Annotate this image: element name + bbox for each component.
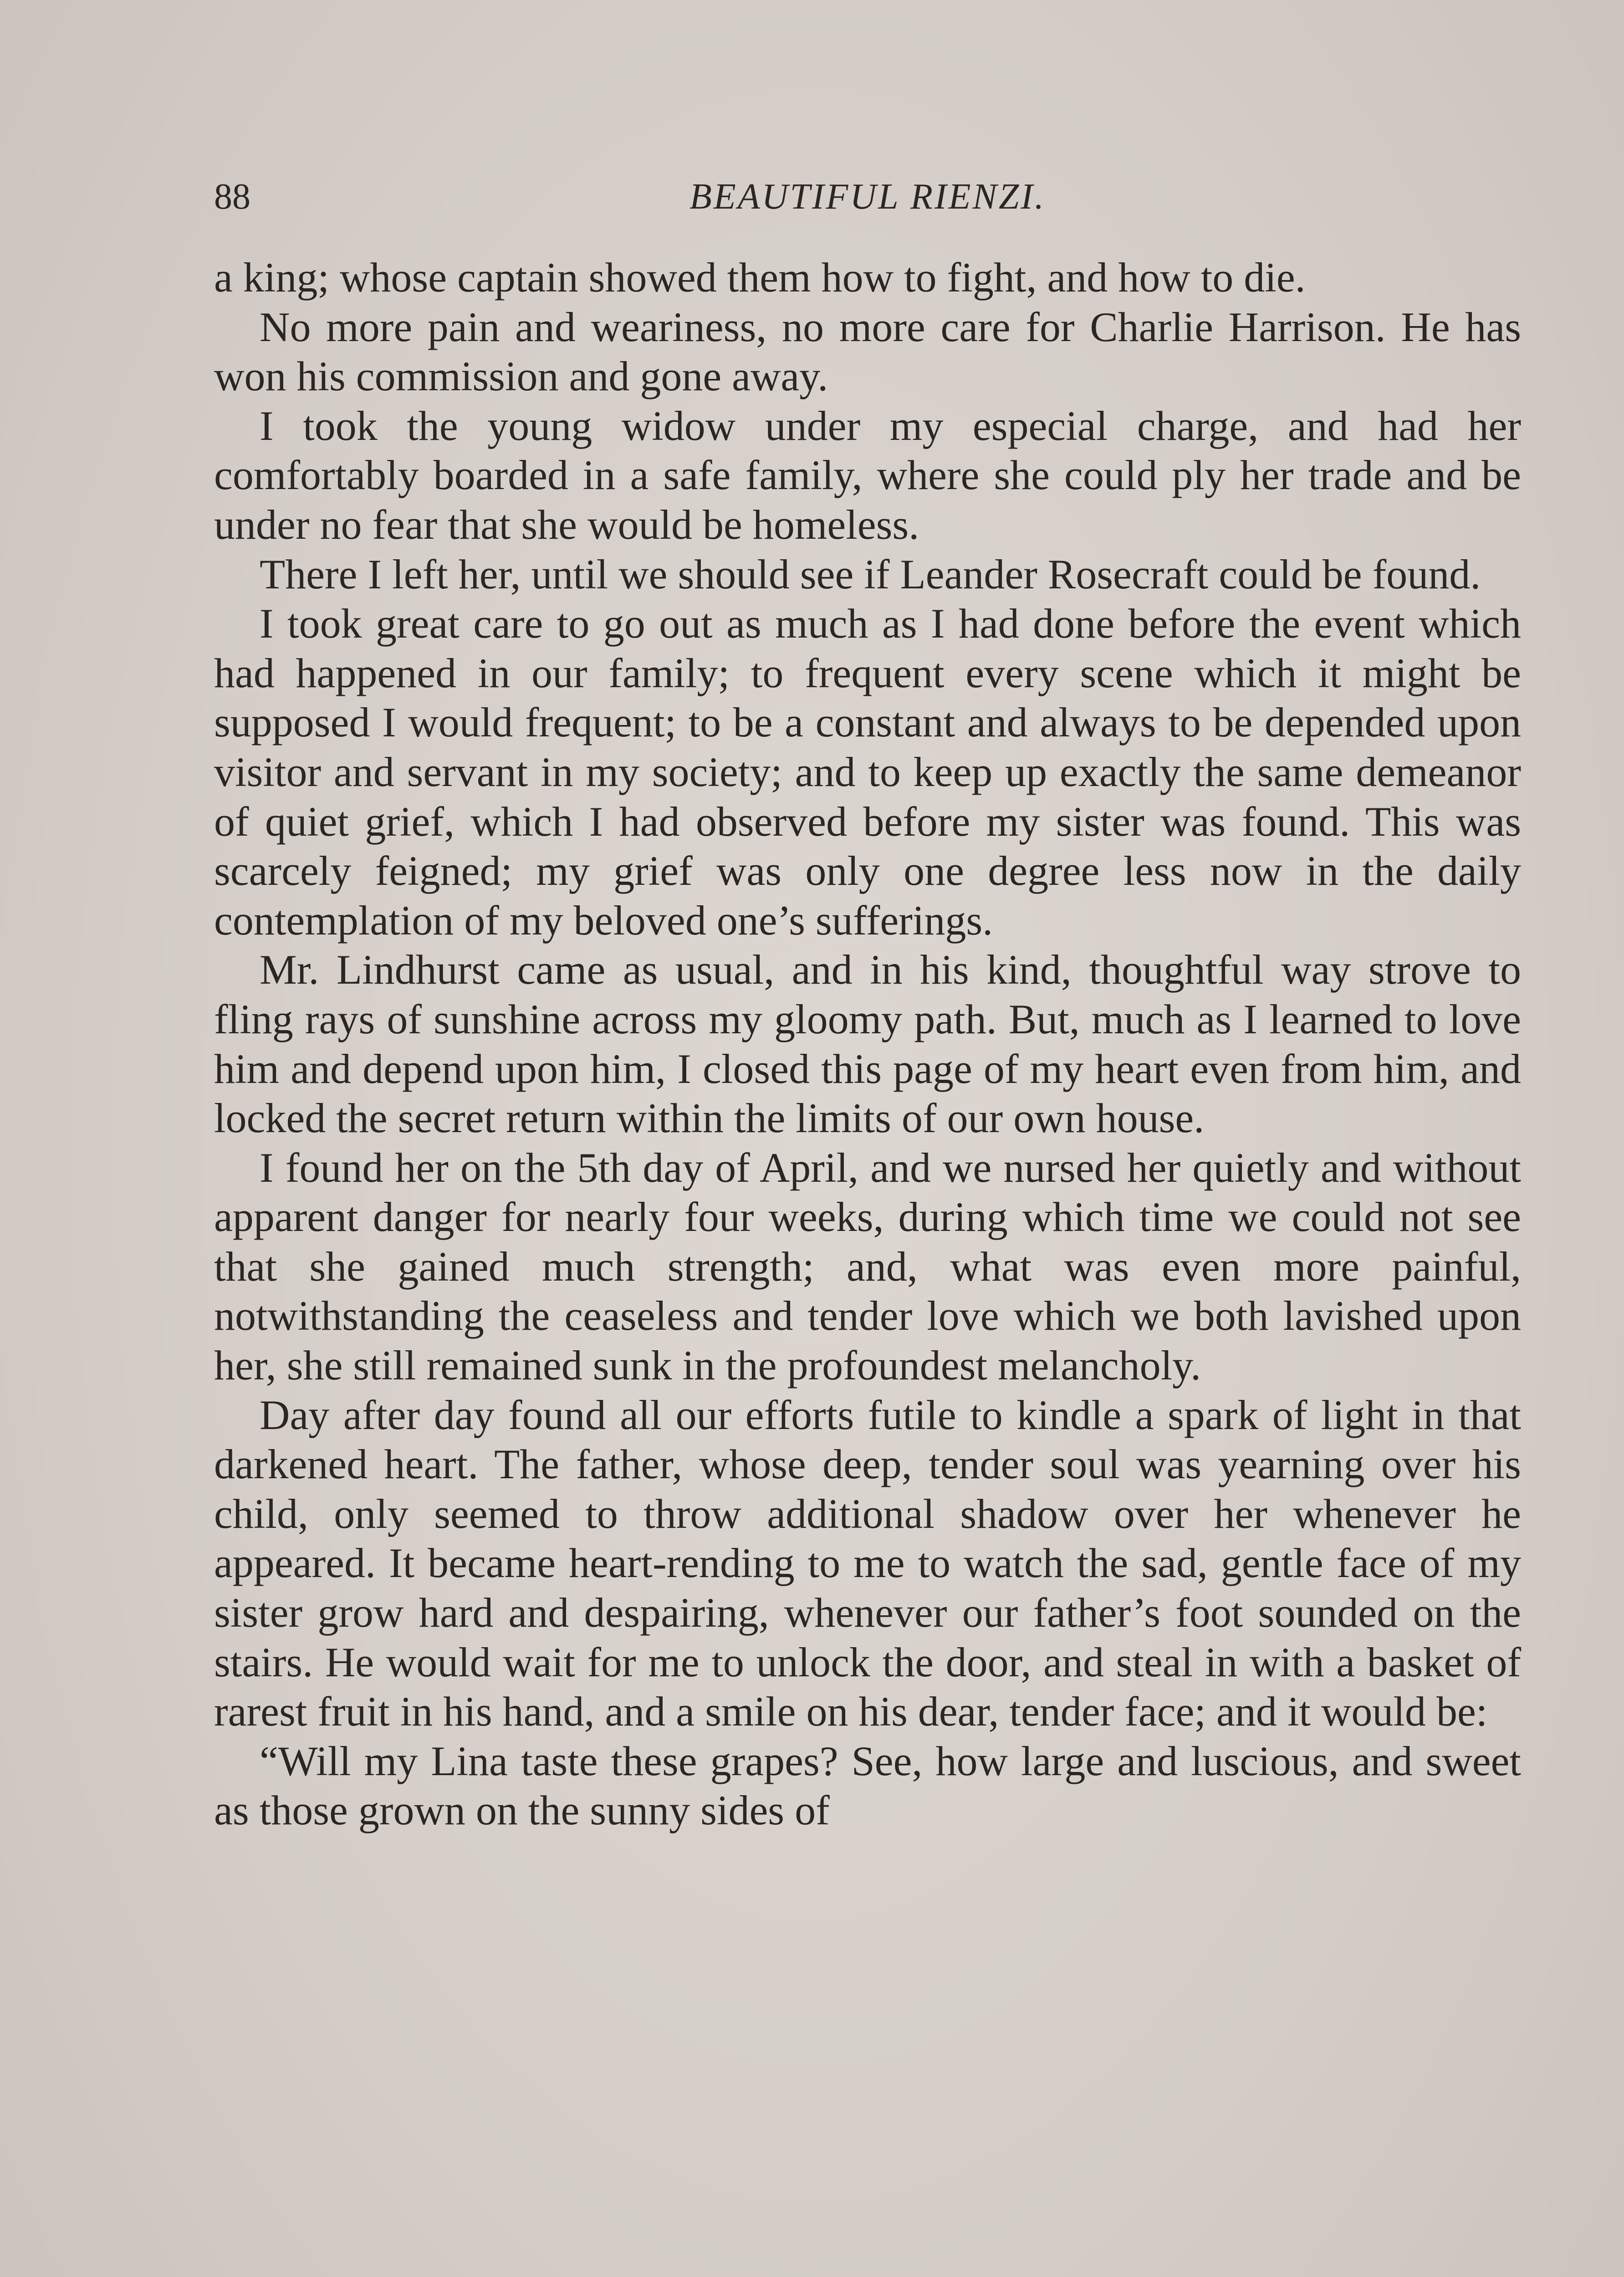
paragraph-9: “Will my Lina taste these grapes? See, how large and luscious, and sweet as those grown on the sunny sides of (214, 1737, 1521, 1834)
paragraph-3: I took the young widow under my especial charge, and had her comfortably boarded in a safe family, where she could ply her trade and be under no fear that she would be homeless. (214, 402, 1521, 548)
paragraph-4: There I left her, until we should see if Leander Rosecraft could be found. (260, 551, 1481, 597)
book-title: BEAUTIFUL RIENZI. (689, 177, 1046, 217)
paragraph-7: I found her on the 5th day of April, and we nursed her quietly and without apparent danger for nearly four weeks, during which time we could not see that she gained much strength; and, what was even more painful, notwithstanding the ceaseless and tender love which we both lavished upon her, she still remained sunk in the profoundest melancholy. (214, 1144, 1521, 1389)
paragraph-2: No more pain and weariness, no more care for Charlie Harrison. He has won his commission and gone away. (214, 303, 1521, 400)
paragraph-5: I took great care to go out as much as I had done before the event which had happened in our family; to frequent every scene which it might be supposed I would frequent; to be a constant and always to be depended upon visitor and servant in my society; and to keep up exactly the same demeanor of quiet grief, which I had observed before my sister was found. This was scarcely feigned; my grief was only one degree less now in the daily contemplation of my beloved one’s sufferings. (214, 600, 1521, 944)
paragraph-6: Mr. Lindhurst came as usual, and in his kind, thoughtful way strove to fling rays of sunshine across my gloomy path. But, much as I learned to love him and depend upon him, I closed this page of my heart even from him, and locked the secret return within the limits of our own house. (214, 946, 1521, 1142)
page-number: 88 (214, 177, 250, 217)
paragraph-1: a king; whose captain showed them how to fight, and how to die. (214, 254, 1306, 301)
body-text (214, 253, 1521, 1835)
running-head (214, 169, 1521, 224)
paragraph-8: Day after day found all our efforts futile to kindle a spark of light in that darkened heart. The father, whose deep, tender soul was yearning over his child, only seemed to throw additional shadow over her whenever he appeared. It became heart-rending to me to watch the sad, gentle face of my sister grow hard and despairing, whenever our father’s foot sounded on the stairs. He would wait for me to unlock the door, and steal in with a basket of rarest fruit in his hand, and a smile on his dear, tender face; and it would be: (214, 1391, 1521, 1735)
